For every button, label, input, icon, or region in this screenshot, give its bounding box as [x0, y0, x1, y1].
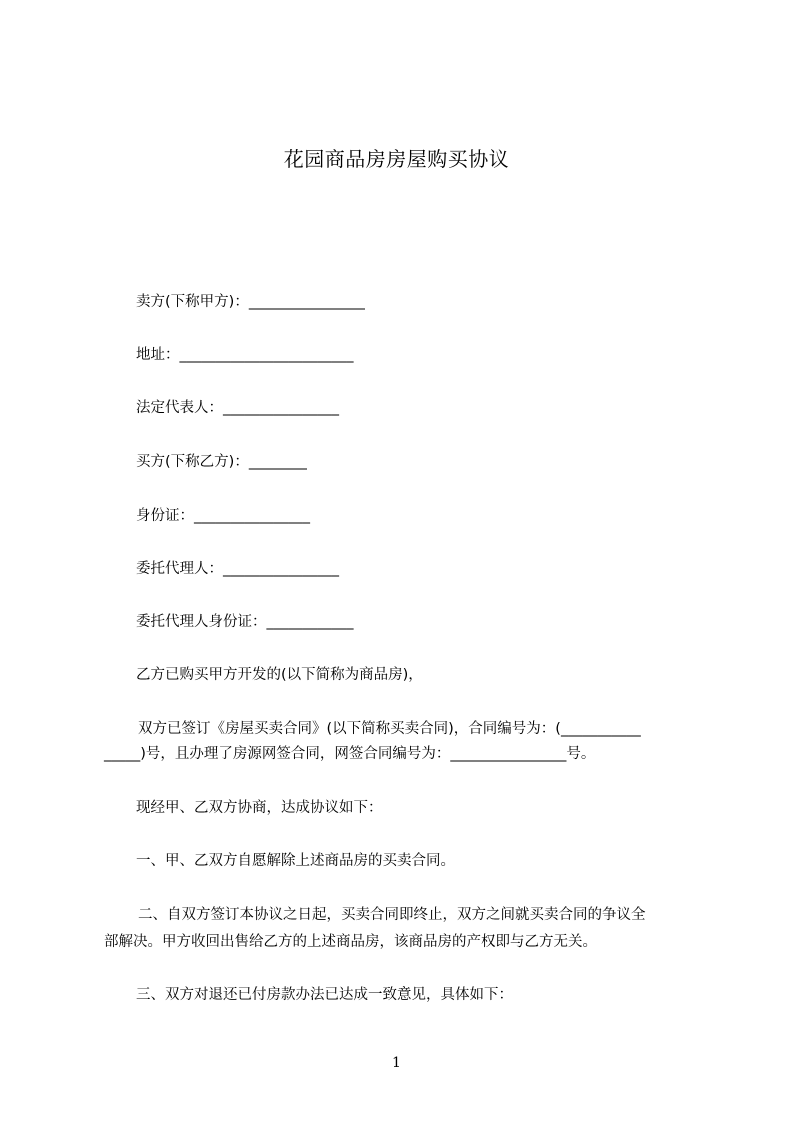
paragraph-contract-line-1: 双方已签订《房屋买卖合同》(以下简称买卖合同)，合同编号为：(___________ [138, 721, 641, 737]
paragraph-purchase: 乙方已购买甲方开发的(以下简称为商品房)， [136, 667, 423, 683]
id-card-field: 身份证：________________ [136, 508, 310, 524]
legal-representative-field: 法定代表人：________________ [136, 400, 339, 416]
document-title: 花园商品房房屋购买协议 [283, 147, 510, 171]
buyer-field: 买方(下称乙方)：________ [136, 454, 307, 470]
agent-id-card-field: 委托代理人身份证：____________ [136, 614, 354, 630]
clause-one: 一、甲、乙双方自愿解除上述商品房的买卖合同。 [136, 853, 455, 869]
paragraph-agreement-intro: 现经甲、乙双方协商，达成协议如下： [136, 800, 383, 816]
agent-field: 委托代理人：________________ [136, 561, 339, 577]
seller-field: 卖方(下称甲方)：________________ [136, 294, 365, 310]
clause-two-line-2: 部解决。甲方收回出售给乙方的上述商品房，该商品房的产权即与乙方无关。 [104, 934, 597, 950]
paragraph-contract-line-2: _____)号，且办理了房源网签合同，网签合同编号为：________________号。 [104, 746, 596, 762]
clause-two-line-1: 二、自双方签订本协议之日起，买卖合同即终止，双方之间就买卖合同的争议全 [138, 907, 646, 923]
page-number: 1 [392, 1055, 401, 1071]
clause-three: 三、双方对退还已付房款办法已达成一致意见，具体如下： [136, 987, 513, 1003]
address-field: 地址：________________________ [136, 347, 354, 363]
